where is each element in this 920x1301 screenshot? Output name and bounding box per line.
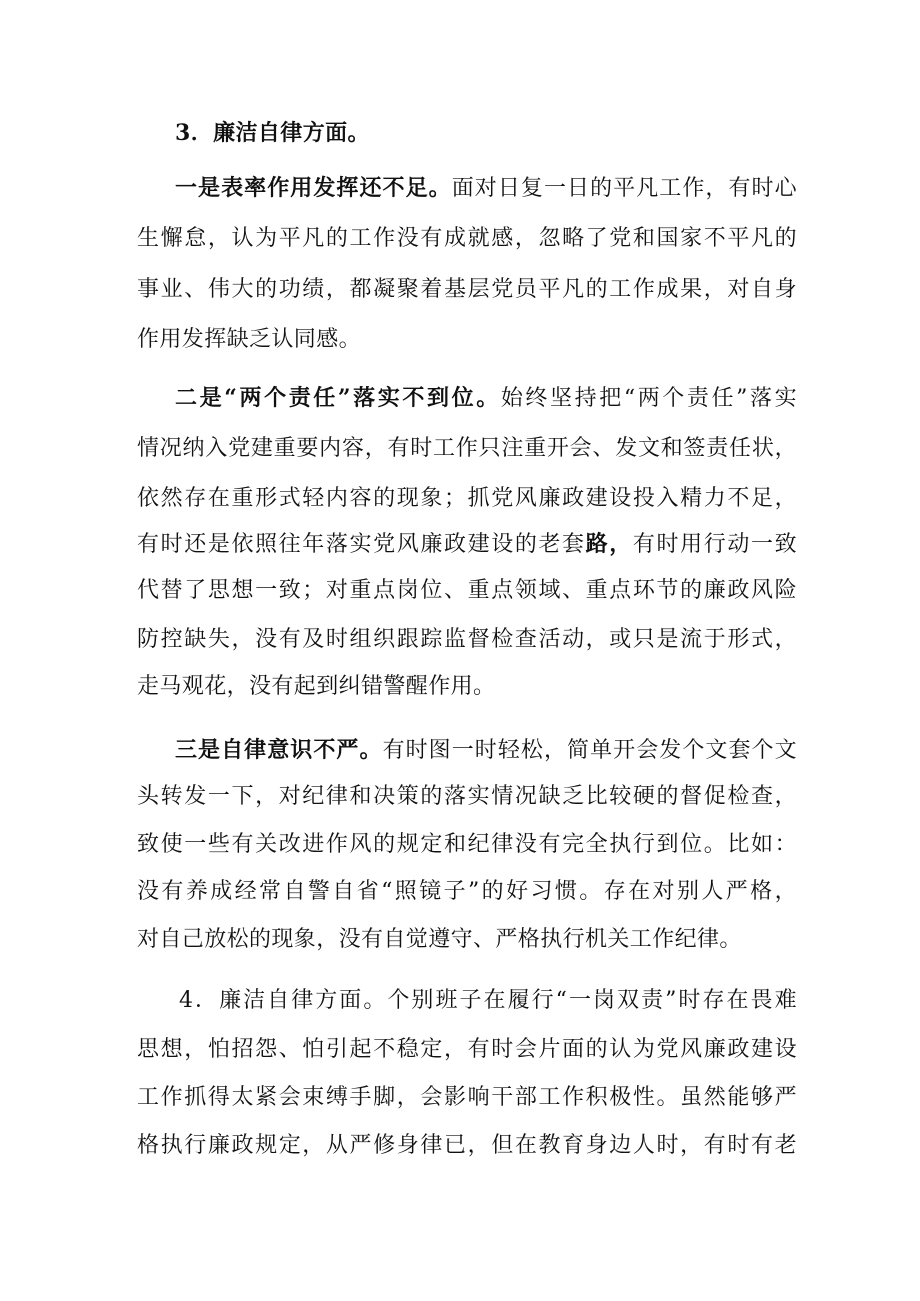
p3-lead: 三是自律意识不严。 — [175, 737, 383, 763]
p2-line-1 — [175, 383, 797, 413]
p3-line-1-rest: 有时图一时轻松，简单开会发个文套个文 — [382, 738, 798, 763]
p2-line-6: 防控缺失，没有及时组织跟踪监督检查活动，或只是流于形式， — [137, 627, 797, 652]
p1-line-3: 事业、伟大的功绩，都凝聚着基层党员平凡的工作成果，对自身 — [137, 277, 797, 302]
p2-lead: 二是“两个责任”落实不到位。 — [175, 385, 501, 411]
p2-line-7: 走马观花，没有起到纠错警醒作用。 — [137, 674, 496, 699]
p2-line-5: 代替了思想一致；对重点岗位、重点领域、重点环节的廉政风险 — [137, 578, 797, 603]
p3-line-1 — [175, 735, 797, 765]
p1-line-2: 生懈怠，认为平凡的工作没有成就感，忽略了党和国家不平凡的 — [137, 226, 797, 251]
section-3-heading-text: 3．廉洁自律方面。 — [175, 120, 370, 146]
p2-line-4-bold: 路， — [585, 531, 633, 557]
section-4-line-2: 思想，怕招怨、怕引起不稳定，有时会片面的认为党风廉政建设 — [137, 1037, 797, 1062]
section-3-heading — [175, 118, 475, 148]
p2-line-4 — [137, 529, 797, 559]
p3-line-3: 致使一些有关改进作风的规定和纪律没有完全执行到位。比如： — [137, 832, 797, 857]
p3-line-4: 没有养成经常自警自省“照镜子”的好习惯。存在对别人严格， — [137, 879, 797, 904]
section-4-line-1: 4．廉洁自律方面。个别班子在履行“一岗双责”时存在畏难 — [179, 988, 797, 1013]
p1-line-4: 作用发挥缺乏认同感。 — [137, 327, 362, 352]
p3-line-5: 对自己放松的现象，没有自觉遵守、严格执行机关工作纪律。 — [137, 927, 742, 952]
p2-line-1-rest: 始终坚持把“两个责任”落实 — [500, 386, 797, 411]
p1-line-1 — [175, 173, 797, 203]
p2-line-3: 依然存在重形式轻内容的现象；抓党风廉政建设投入精力不足， — [137, 486, 797, 511]
section-4-line-3: 工作抓得太紧会束缚手脚，会影响干部工作积极性。虽然能够严 — [137, 1085, 797, 1110]
p1-lead: 一是表率作用发挥还不足。 — [175, 175, 452, 201]
p2-line-2: 情况纳入党建重要内容，有时工作只注重开会、发文和签责任状， — [137, 436, 797, 461]
section-4-line-4: 格执行廉政规定，从严修身律已，但在教育身边人时，有时有老 — [137, 1133, 797, 1158]
p1-line-1-rest: 面对日复一日的平凡工作，有时心 — [451, 176, 797, 201]
p3-line-2: 头转发一下，对纪律和决策的落实情况缺乏比较硬的督促检查， — [137, 784, 797, 809]
p2-line-4-a: 有时还是依照往年落实党风廉政建设的老套 — [137, 532, 586, 557]
p2-line-4-b: 有时用行动一致 — [632, 532, 797, 557]
